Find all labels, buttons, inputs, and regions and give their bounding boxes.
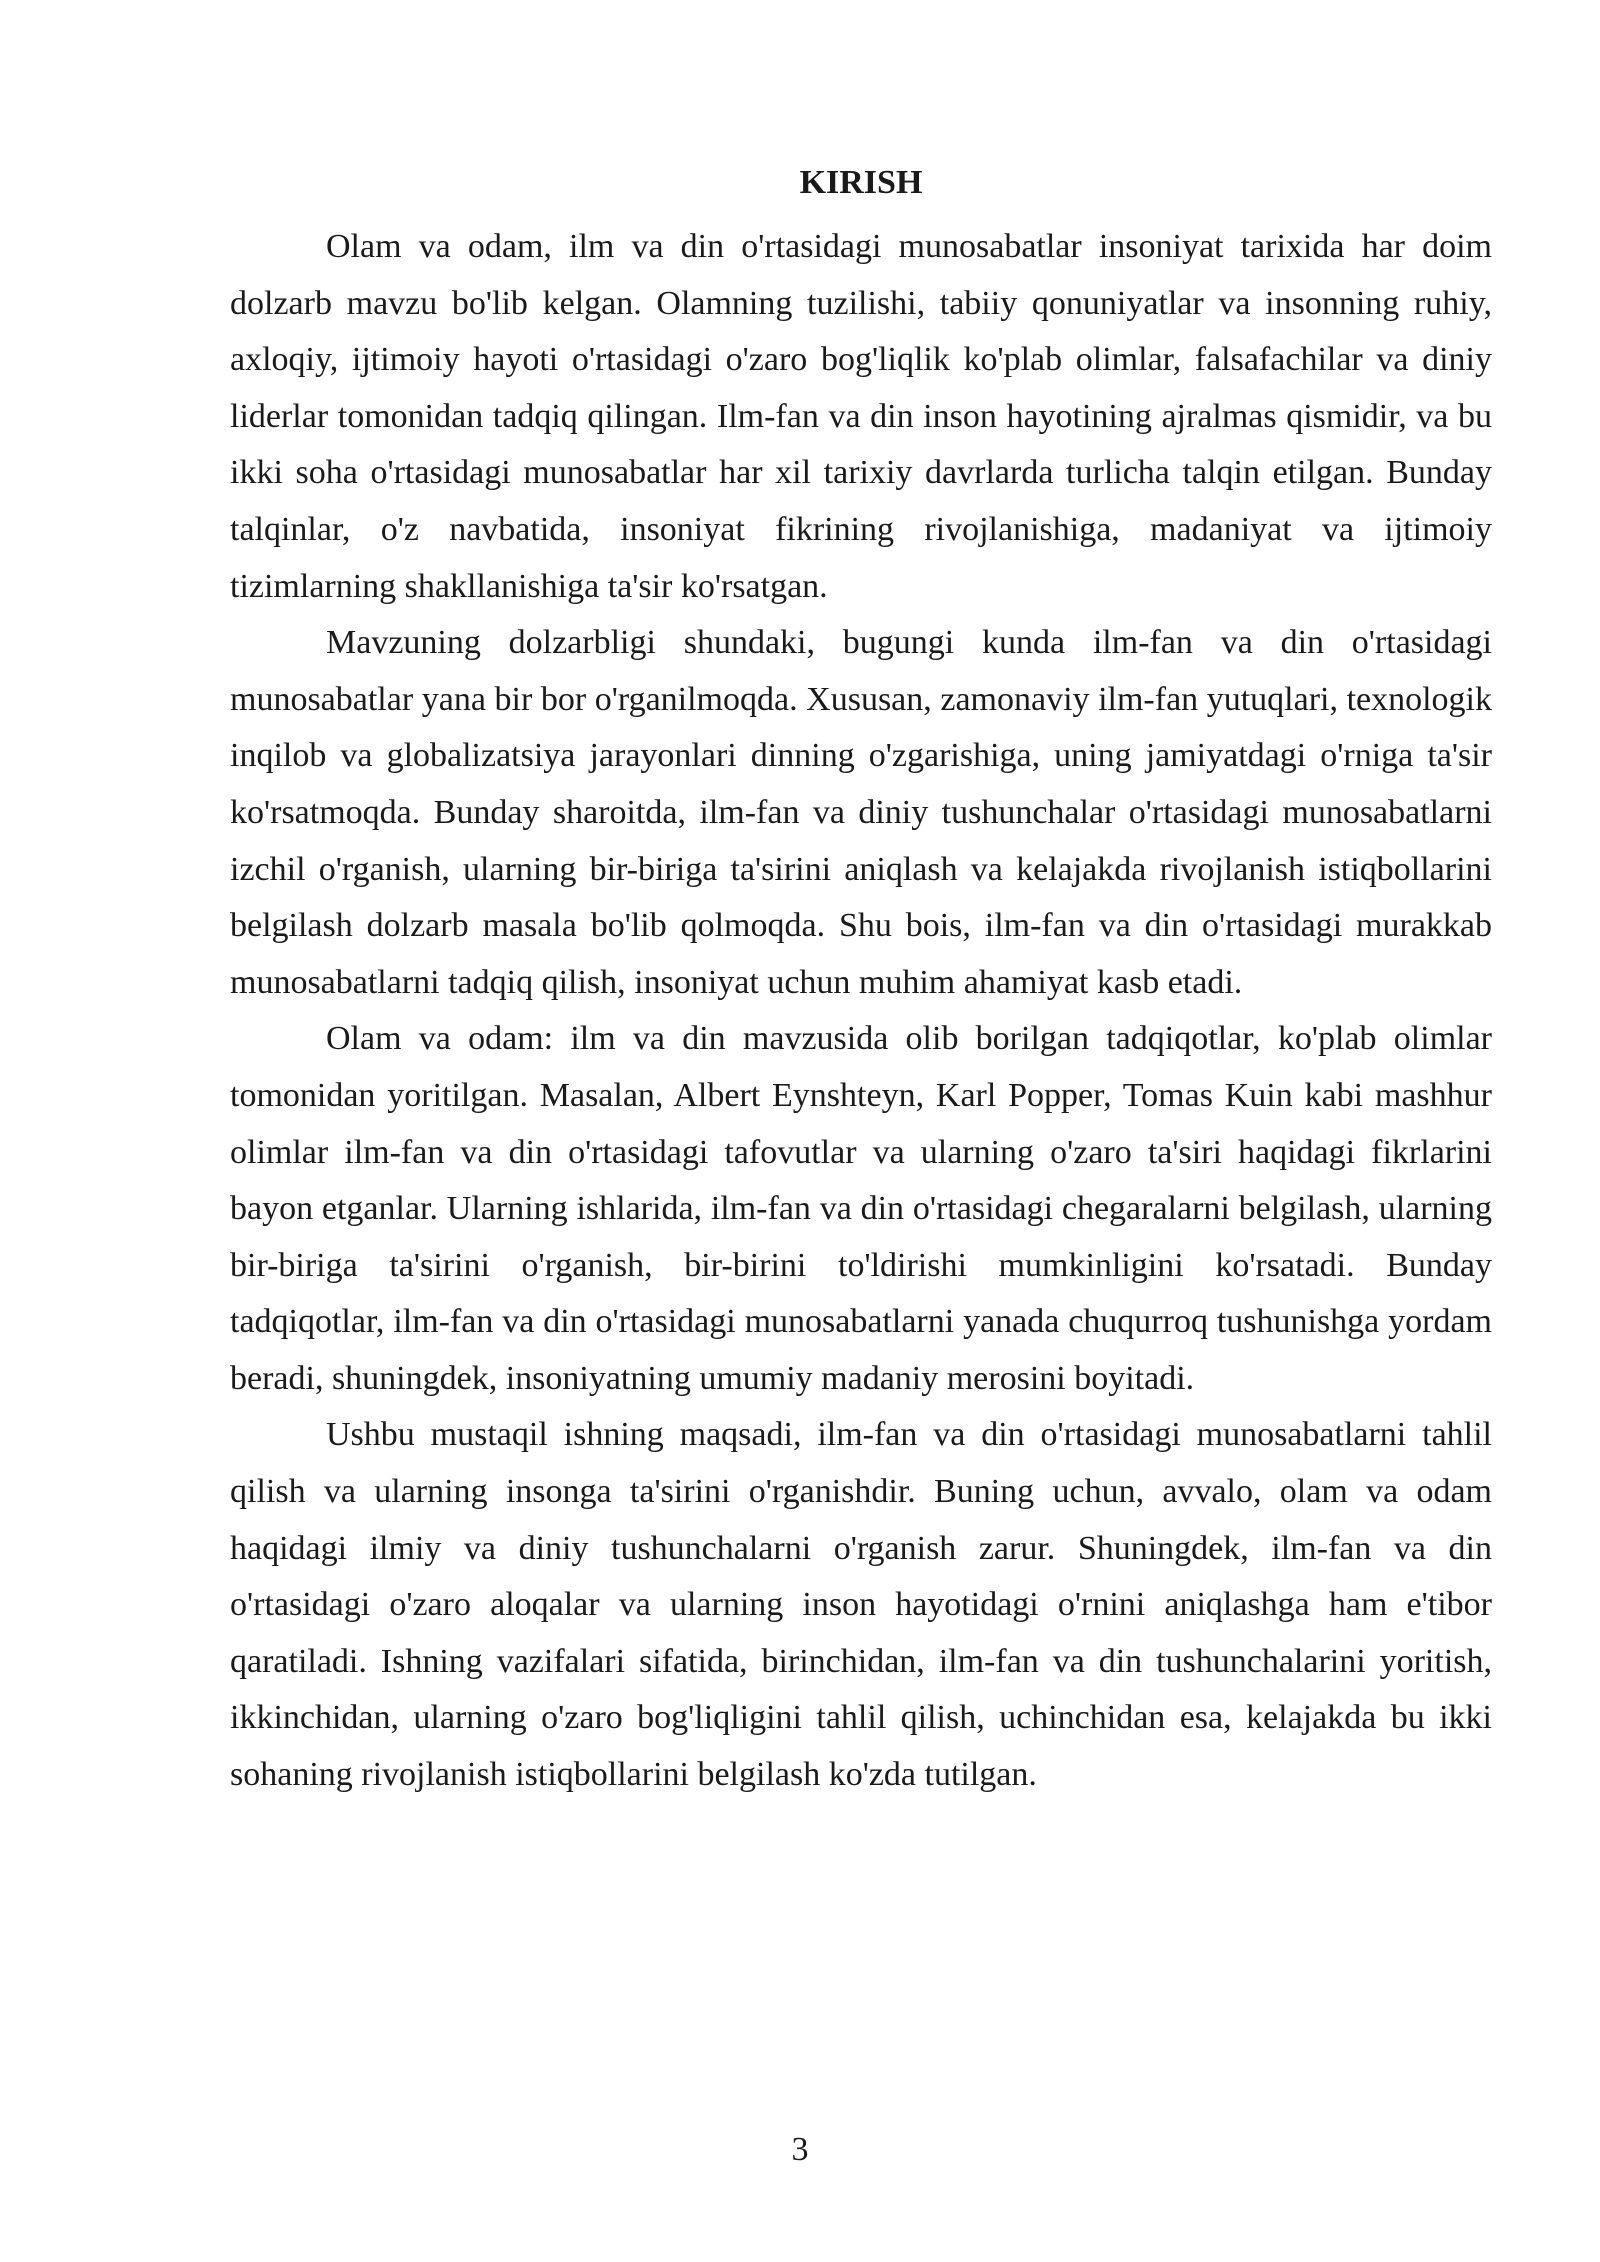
paragraph-intro: Olam va odam, ilm va din o'rtasidagi munosabatlar insoniyat tarixida har doim dolzarb mavzu bo'lib kelgan. Olamning tuzilishi, tabiiy qonuniyatlar va insonning ruhiy, axloqiy, ijtimoiy hayoti o'rtasidagi o'zaro bog'liqlik ko'plab olimlar, falsafachilar va diniy liderlar tomonidan tadqiq qilingan. Ilm-fan va din inson hayotining ajralmas qismidir, va bu ikki soha o'rtasidagi munosabatlar har xil tarixiy davrlarda turlicha talqin etilgan. Bunday talqinlar, o'z navbatida, insoniyat fikrining rivojlanishiga, madaniyat va ijtimoiy tizimlarning shakllanishiga ta'sir ko'rsatgan. (230, 228, 1492, 605)
paragraph-relevance: Mavzuning dolzarbligi shundaki, bugungi kunda ilm-fan va din o'rtasidagi munosabatlar yana bir bor o'rganilmoqda. Xususan, zamonaviy ilm-fan yutuqlari, texnologik inqilob va globalizatsiya jarayonlari dinning o'zgarishiga, uning jamiyatdagi o'rniga ta'sir ko'rsatmoqda. Bunday sharoitda, ilm-fan va diniy tushunchalar o'rtasidagi munosabatlarni izchil o'rganish, ularning bir-biriga ta'sirini aniqlash va kelajakda rivojlanish istiqbollarini belgilash dolzarb masala bo'lib qolmoqda. Shu bois, ilm-fan va din o'rtasidagi murakkab munosabatlarni tadqiq qilish, insoniyat uchun muhim ahamiyat kasb etadi. (230, 624, 1492, 1001)
page-content (230, 155, 1492, 1804)
paragraph-goals: Ushbu mustaqil ishning maqsadi, ilm-fan va din o'rtasidagi munosabatlarni tahlil qilish va ularning insonga ta'sirini o'rganishdir. Buning uchun, avvalo, olam va odam haqidagi ilmiy va diniy tushunchalarni o'rganish zarur. Shuningdek, ilm-fan va din o'rtasidagi o'zaro aloqalar va ularning inson hayotidagi o'rnini aniqlashga ham e'tibor qaratiladi. Ishning vazifalari sifatida, birinchidan, ilm-fan va din tushunchalarini yoritish, ikkinchidan, ularning o'zaro bog'liqligini tahlil qilish, uchinchidan esa, kelajakda bu ikki sohaning rivojlanish istiqbollarini belgilash ko'zda tutilgan. (230, 1416, 1492, 1794)
page-number: 3 (791, 2131, 809, 2168)
section-heading: KIRISH (799, 164, 923, 201)
paragraph-prior-research: Olam va odam: ilm va din mavzusida olib borilgan tadqiqotlar, ko'plab olimlar tomonidan yoritilgan. Masalan, Albert Eynshteyn, Karl Popper, Tomas Kuin kabi mashhur olimlar ilm-fan va din o'rtasidagi tafovutlar va ularning o'zaro ta'siri haqidagi fikrlarini bayon etganlar. Ularning ishlarida, ilm-fan va din o'rtasidagi chegaralarni belgilash, ularning bir-biriga ta'sirini o'rganish, bir-birini to'ldirishi mumkinligini ko'rsatadi. Bunday tadqiqotlar, ilm-fan va din o'rtasidagi munosabatlarni yanada chuqurroq tushunishga yordam beradi, shuningdek, insoniyatning umumiy madaniy merosini boyitadi. (230, 1020, 1492, 1397)
